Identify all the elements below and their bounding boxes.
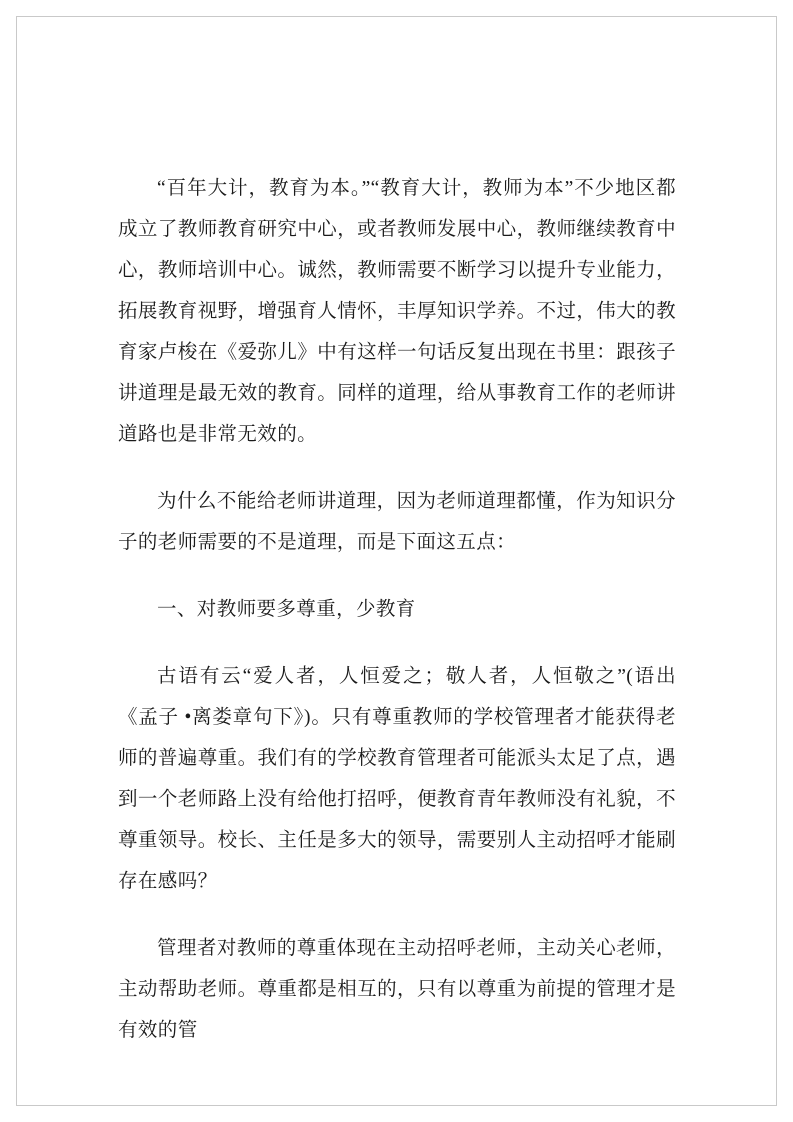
paragraph-intro: “百年大计，教育为本。”“教育大计，教师为本”不少地区都成立了教师教育研究中心，或者教师发展中心，教师继续教育中心，教师培训中心。诚然，教师需要不断学习以提升专业能力，拓展教育视野，增强育人情怀，丰厚知识学养。不过，伟大的教育家卢梭在《爱弥儿》中有这样一句话反复出现在书里：跟孩子讲道理是最无效的教育。同样的道理，给从事教育工作的老师讲道路也是非常无效的。 <box>118 178 676 445</box>
document-body <box>118 168 676 1051</box>
section-heading-one: 一、对教师要多尊重，少教育 <box>157 599 416 620</box>
paragraph-respect-practice: 管理者对教师的尊重体现在主动招呼老师，主动关心老师，主动帮助老师。尊重都是相互的，只有以尊重为前提的管理才是有效的管 <box>118 938 676 1041</box>
paragraph-respect-quote: 古语有云“爱人者，人恒爱之；敬人者，人恒敬之”(语出《孟子 •离娄章句下》)。只有尊重教师的学校管理者才能获得老师的普遍尊重。我们有的学校教育管理者可能派头太足了点，遇到一个老师路上没有给他打招呼，便教育青年教师没有礼貌，不尊重领导。校长、主任是多大的领导，需要别人主动招呼才能刷存在感吗？ <box>118 666 676 892</box>
paragraph-question: 为什么不能给老师讲道理，因为老师道理都懂，作为知识分子的老师需要的不是道理，而是下面这五点： <box>118 491 676 553</box>
